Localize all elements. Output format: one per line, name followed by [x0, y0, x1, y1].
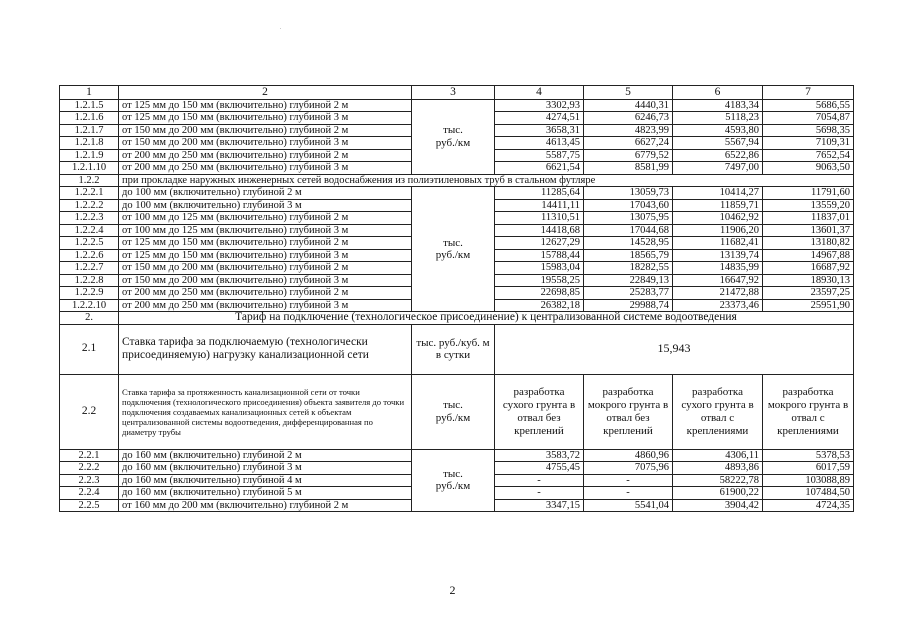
value-cell: 11791,60 [763, 187, 854, 200]
row-number: 2.2.3 [60, 474, 119, 487]
row-number: 1.2.2.3 [60, 212, 119, 225]
soil-column-header: разработка сухого грунта в отвал с креплениями [673, 374, 763, 449]
value-cell: 10462,92 [673, 212, 763, 225]
value-cell: 16687,92 [763, 262, 854, 275]
value-cell: 23597,25 [763, 287, 854, 300]
value-cell: 22698,85 [495, 287, 584, 300]
value-cell: 5118,23 [673, 112, 763, 125]
row-description: от 150 мм до 200 мм (включительно) глубиной 2 м [119, 262, 412, 275]
value-cell: 3904,42 [673, 499, 763, 512]
header-cell: 6 [673, 86, 763, 100]
row-number: 1.2.1.9 [60, 149, 119, 162]
unit-cell: тыс. руб./км [412, 449, 495, 512]
row-description: до 100 мм (включительно) глубиной 2 м [119, 187, 412, 200]
table-row [60, 187, 854, 200]
section-title: при прокладке наружных инженерных сетей водоснабжения из полиэтиленовых труб в стальном футляре [119, 174, 854, 187]
soil-column-header: разработка сухого грунта в отвал без креплений [495, 374, 584, 449]
value-cell: 15983,04 [495, 262, 584, 275]
row-number: 2.2.4 [60, 487, 119, 500]
row-description: от 125 мм до 150 мм (включительно) глубиной 3 м [119, 249, 412, 262]
tariff-table-page [59, 85, 853, 512]
value-cell: 6522,86 [673, 149, 763, 162]
value-cell: 23373,46 [673, 299, 763, 312]
value-cell: 5686,55 [763, 99, 854, 112]
section-row [60, 312, 854, 325]
value-cell: 6627,24 [584, 137, 673, 150]
row-description: до 160 мм (включительно) глубиной 2 м [119, 449, 412, 462]
soil-column-header: разработка мокрого грунта в отвал без креплений [584, 374, 673, 449]
row-number: 2.2.1 [60, 449, 119, 462]
value-cell: 15788,44 [495, 249, 584, 262]
value-cell: 13139,74 [673, 249, 763, 262]
value-cell: 5378,53 [763, 449, 854, 462]
value-cell: 3302,93 [495, 99, 584, 112]
value-cell: 21472,88 [673, 287, 763, 300]
scan-speck [280, 28, 281, 29]
value-cell: 3583,72 [495, 449, 584, 462]
value-cell: 13559,20 [763, 199, 854, 212]
value-cell: 14411,11 [495, 199, 584, 212]
row-description: от 200 мм до 250 мм (включительно) глубиной 3 м [119, 162, 412, 175]
value-cell: 4893,86 [673, 462, 763, 475]
value-cell: 6779,52 [584, 149, 673, 162]
value-cell: 16647,92 [673, 274, 763, 287]
row-number: 2.2.2 [60, 462, 119, 475]
value-cell: 11859,71 [673, 199, 763, 212]
row-number: 1.2.2.4 [60, 224, 119, 237]
value-cell: 4613,45 [495, 137, 584, 150]
value-cell: 3347,15 [495, 499, 584, 512]
page-number: 2 [449, 583, 456, 597]
row-description: от 200 мм до 250 мм (включительно) глубиной 2 м [119, 287, 412, 300]
value-cell: 13180,82 [763, 237, 854, 250]
table-row [60, 374, 854, 449]
value-cell: 25951,90 [763, 299, 854, 312]
value-cell: 14528,95 [584, 237, 673, 250]
value-cell: 107484,50 [763, 487, 854, 500]
value-cell: 11285,64 [495, 187, 584, 200]
value-cell: 4306,11 [673, 449, 763, 462]
row-number: 1.2.1.8 [60, 137, 119, 150]
value-cell: 7109,31 [763, 137, 854, 150]
row-description: от 150 мм до 200 мм (включительно) глубиной 3 м [119, 137, 412, 150]
value-cell: 18565,79 [584, 249, 673, 262]
header-cell: 3 [412, 86, 495, 100]
row-description: до 160 мм (включительно) глубиной 5 м [119, 487, 412, 500]
value-cell: 19558,25 [495, 274, 584, 287]
value-cell: 6621,54 [495, 162, 584, 175]
row-number: 2.2 [60, 374, 119, 449]
value-cell: 11837,01 [763, 212, 854, 225]
value-cell: 14835,99 [673, 262, 763, 275]
value-cell: 4755,45 [495, 462, 584, 475]
value-cell: 13075,95 [584, 212, 673, 225]
section-number: 2. [60, 312, 119, 325]
value-cell: 11310,51 [495, 212, 584, 225]
value-cell: 6017,59 [763, 462, 854, 475]
row-number: 1.2.2.9 [60, 287, 119, 300]
row-number: 1.2.2.8 [60, 274, 119, 287]
value-cell: - [584, 474, 673, 487]
row-description: от 200 мм до 250 мм (включительно) глубиной 2 м [119, 149, 412, 162]
row-description: от 160 мм до 200 мм (включительно) глубиной 2 м [119, 499, 412, 512]
value-cell: 13059,73 [584, 187, 673, 200]
header-cell: 2 [119, 86, 412, 100]
soil-column-header: разработка мокрого грунта в отвал с креплениями [763, 374, 854, 449]
row-number: 1.2.2.6 [60, 249, 119, 262]
header-cell: 1 [60, 86, 119, 100]
row-description: до 100 мм (включительно) глубиной 3 м [119, 199, 412, 212]
row-number: 2.2.5 [60, 499, 119, 512]
value-cell: 9063,50 [763, 162, 854, 175]
row-description: Ставка тарифа за подключаемую (технологически присоединяемую) нагрузку канализационной сети [119, 324, 412, 374]
section-title: Тариф на подключение (технологическое присоединение) к централизованной системе водоотведения [119, 312, 854, 325]
value-cell: 3658,31 [495, 124, 584, 137]
header-cell: 7 [763, 86, 854, 100]
header-cell: 4 [495, 86, 584, 100]
table-row [60, 449, 854, 462]
row-description: от 125 мм до 150 мм (включительно) глубиной 3 м [119, 112, 412, 125]
unit-cell: тыс. руб./км [412, 187, 495, 312]
value-cell: 4274,51 [495, 112, 584, 125]
value-cell: 6246,73 [584, 112, 673, 125]
value-cell: 11682,41 [673, 237, 763, 250]
value-cell: - [495, 487, 584, 500]
value-cell: 11906,20 [673, 224, 763, 237]
value-cell: 61900,22 [673, 487, 763, 500]
value-cell: 17043,60 [584, 199, 673, 212]
value-cell: 10414,27 [673, 187, 763, 200]
row-number: 1.2.2.7 [60, 262, 119, 275]
row-number: 1.2.1.10 [60, 162, 119, 175]
value-cell: 4440,31 [584, 99, 673, 112]
value-cell: 7652,54 [763, 149, 854, 162]
row-description: до 160 мм (включительно) глубиной 4 м [119, 474, 412, 487]
value-cell: 18930,13 [763, 274, 854, 287]
value-cell: - [495, 474, 584, 487]
value-cell: 7497,00 [673, 162, 763, 175]
row-number: 1.2.2.10 [60, 299, 119, 312]
tariff-table [59, 85, 854, 512]
value-cell: 58222,78 [673, 474, 763, 487]
row-description: от 200 мм до 250 мм (включительно) глубиной 3 м [119, 299, 412, 312]
section-number: 1.2.2 [60, 174, 119, 187]
value-cell: 26382,18 [495, 299, 584, 312]
value-cell: 18282,55 [584, 262, 673, 275]
row-description: до 160 мм (включительно) глубиной 3 м [119, 462, 412, 475]
value-cell: 17044,68 [584, 224, 673, 237]
unit-cell: тыс. руб./км [412, 99, 495, 174]
value-cell: 29988,74 [584, 299, 673, 312]
row-number: 1.2.2.1 [60, 187, 119, 200]
value-cell: 14967,88 [763, 249, 854, 262]
value-cell: 7075,96 [584, 462, 673, 475]
tariff-value: 15,943 [495, 324, 854, 374]
row-number: 1.2.1.5 [60, 99, 119, 112]
value-cell: 4823,99 [584, 124, 673, 137]
header-row [60, 86, 854, 100]
value-cell: 5541,04 [584, 499, 673, 512]
value-cell: 4724,35 [763, 499, 854, 512]
row-description: от 125 мм до 150 мм (включительно) глубиной 2 м [119, 99, 412, 112]
table-row [60, 324, 854, 374]
row-number: 1.2.2.5 [60, 237, 119, 250]
header-cell: 5 [584, 86, 673, 100]
value-cell: 7054,87 [763, 112, 854, 125]
value-cell: 22849,13 [584, 274, 673, 287]
value-cell: 13601,37 [763, 224, 854, 237]
row-description: Ставка тарифа за протяженность канализационной сети от точки подключения (технологического присоединения) объекта заявителя до точки подключения создаваемых канализационных сетей к объектам централизованной системы водоотведения, дифференцированная по диаметру трубы [119, 374, 412, 449]
value-cell: 12627,29 [495, 237, 584, 250]
row-number: 1.2.1.7 [60, 124, 119, 137]
value-cell: 14418,68 [495, 224, 584, 237]
value-cell: - [584, 487, 673, 500]
value-cell: 103088,89 [763, 474, 854, 487]
row-description: от 100 мм до 125 мм (включительно) глубиной 2 м [119, 212, 412, 225]
row-number: 1.2.1.6 [60, 112, 119, 125]
unit-cell: тыс. руб./км [412, 374, 495, 449]
row-number: 2.1 [60, 324, 119, 374]
row-number: 1.2.2.2 [60, 199, 119, 212]
value-cell: 5587,75 [495, 149, 584, 162]
row-description: от 100 мм до 125 мм (включительно) глубиной 3 м [119, 224, 412, 237]
value-cell: 25283,77 [584, 287, 673, 300]
unit-cell: тыс. руб./куб. м в сутки [412, 324, 495, 374]
row-description: от 150 мм до 200 мм (включительно) глубиной 2 м [119, 124, 412, 137]
section-row [60, 174, 854, 187]
value-cell: 5567,94 [673, 137, 763, 150]
value-cell: 4183,34 [673, 99, 763, 112]
row-description: от 150 мм до 200 мм (включительно) глубиной 3 м [119, 274, 412, 287]
value-cell: 5698,35 [763, 124, 854, 137]
table-row [60, 99, 854, 112]
value-cell: 4860,96 [584, 449, 673, 462]
row-description: от 125 мм до 150 мм (включительно) глубиной 2 м [119, 237, 412, 250]
value-cell: 8581,99 [584, 162, 673, 175]
value-cell: 4593,80 [673, 124, 763, 137]
